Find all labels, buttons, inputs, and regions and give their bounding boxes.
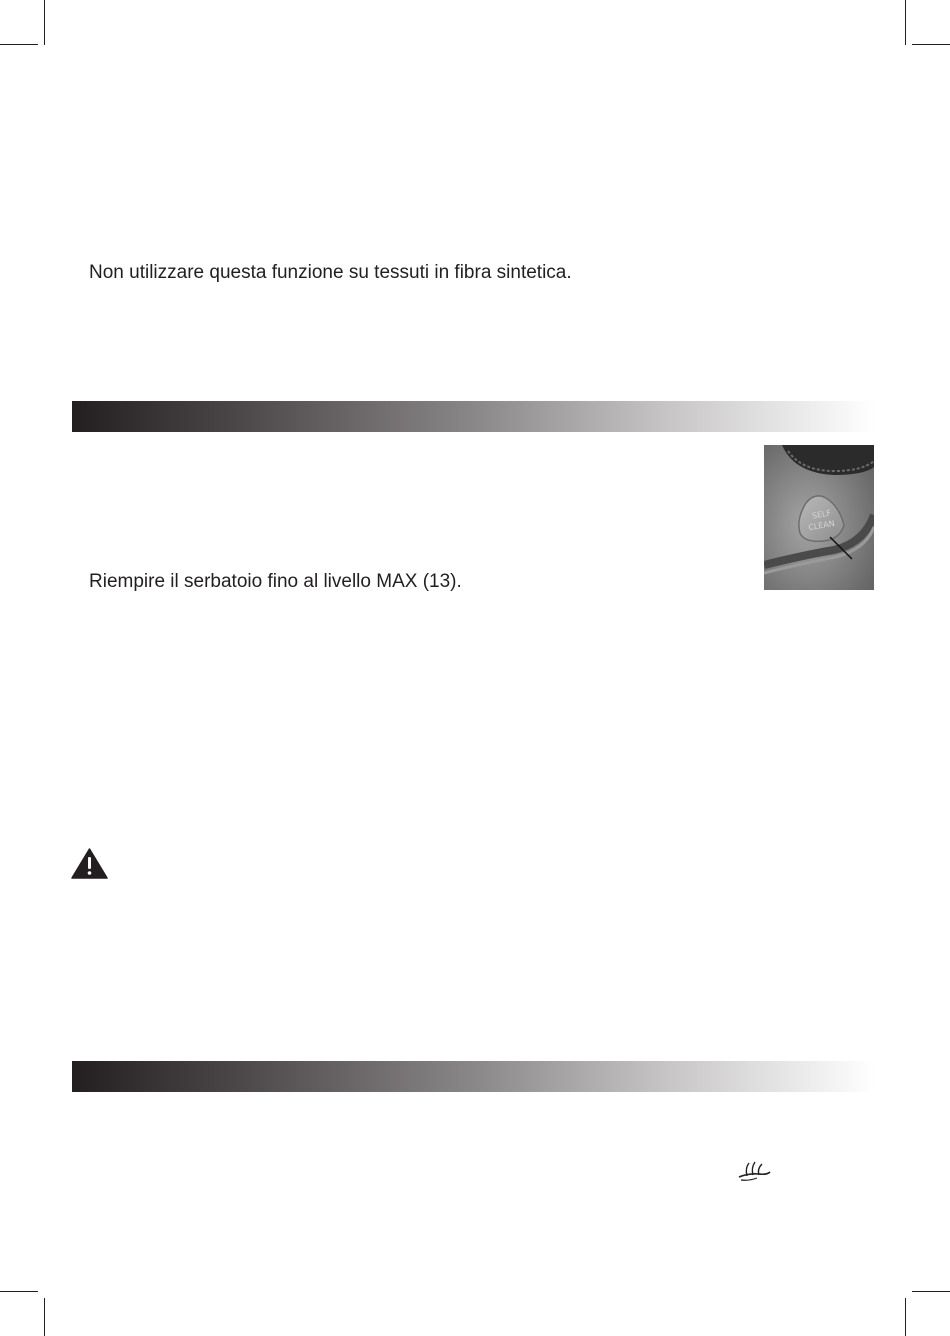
crop-mark-top-right-v: [905, 0, 906, 45]
clean-label: CLEAN: [807, 518, 836, 533]
text-line-synthetic-warning: Non utilizzare questa funzione su tessuti in fibra sintetica.: [89, 262, 572, 283]
crop-mark-top-left-h: [0, 44, 38, 45]
crop-mark-top-left-v: [44, 0, 45, 45]
section-header-bar-2: [72, 1061, 875, 1092]
warning-triangle-icon: [71, 848, 108, 879]
section-header-bar-1: [72, 401, 875, 432]
text-line-fill-tank: Riempire il serbatoio fino al livello MAX (13).: [89, 571, 462, 592]
crop-mark-bottom-left-h: [0, 1291, 38, 1292]
crop-mark-bottom-right-v: [905, 1298, 906, 1336]
crop-mark-top-right-h: [912, 44, 950, 45]
steam-icon: [737, 1160, 771, 1182]
self-clean-button-photo: [764, 445, 874, 590]
self-label: SELF: [811, 508, 832, 521]
crop-mark-bottom-right-h: [912, 1291, 950, 1292]
crop-mark-bottom-left-v: [44, 1298, 45, 1336]
